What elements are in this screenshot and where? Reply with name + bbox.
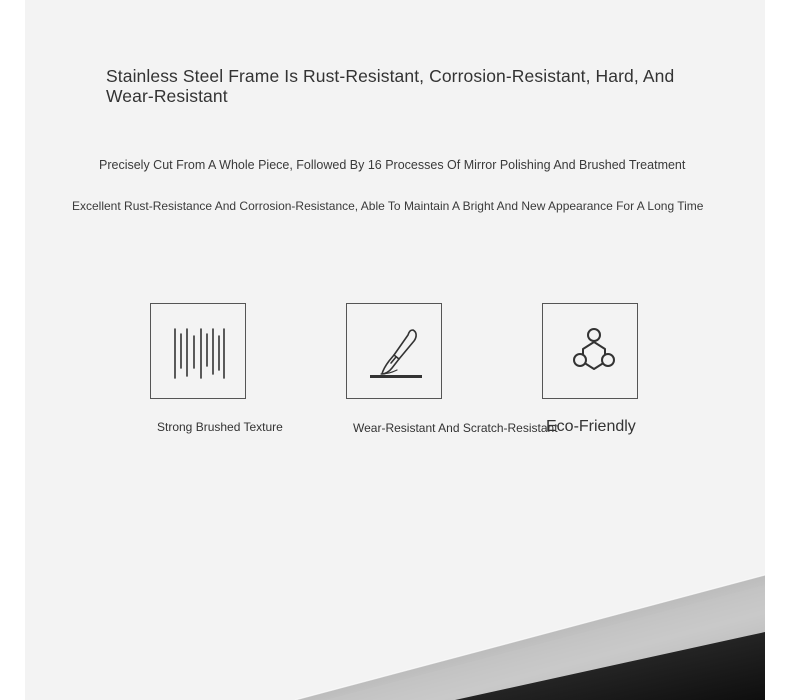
feature-panel bbox=[25, 0, 765, 700]
page-title: Stainless Steel Frame Is Rust-Resistant, Corrosion-Resistant, Hard, And Wear-Resistant bbox=[106, 66, 675, 106]
feature-label-scratch-resistant: Wear-Resistant And Scratch-Resistant bbox=[353, 421, 558, 435]
feature-label-brushed-texture: Strong Brushed Texture bbox=[157, 420, 283, 434]
feature-label-eco-friendly: Eco-Friendly bbox=[546, 418, 636, 435]
description-line-2: Excellent Rust-Resistance And Corrosion-Resistance, Able To Maintain A Bright And New Appearance For A Long Time bbox=[72, 199, 704, 213]
steel-frame-edge-image bbox=[25, 0, 765, 700]
description-line-1: Precisely Cut From A Whole Piece, Followed By 16 Processes Of Mirror Polishing And Brushed Treatment bbox=[99, 158, 686, 172]
